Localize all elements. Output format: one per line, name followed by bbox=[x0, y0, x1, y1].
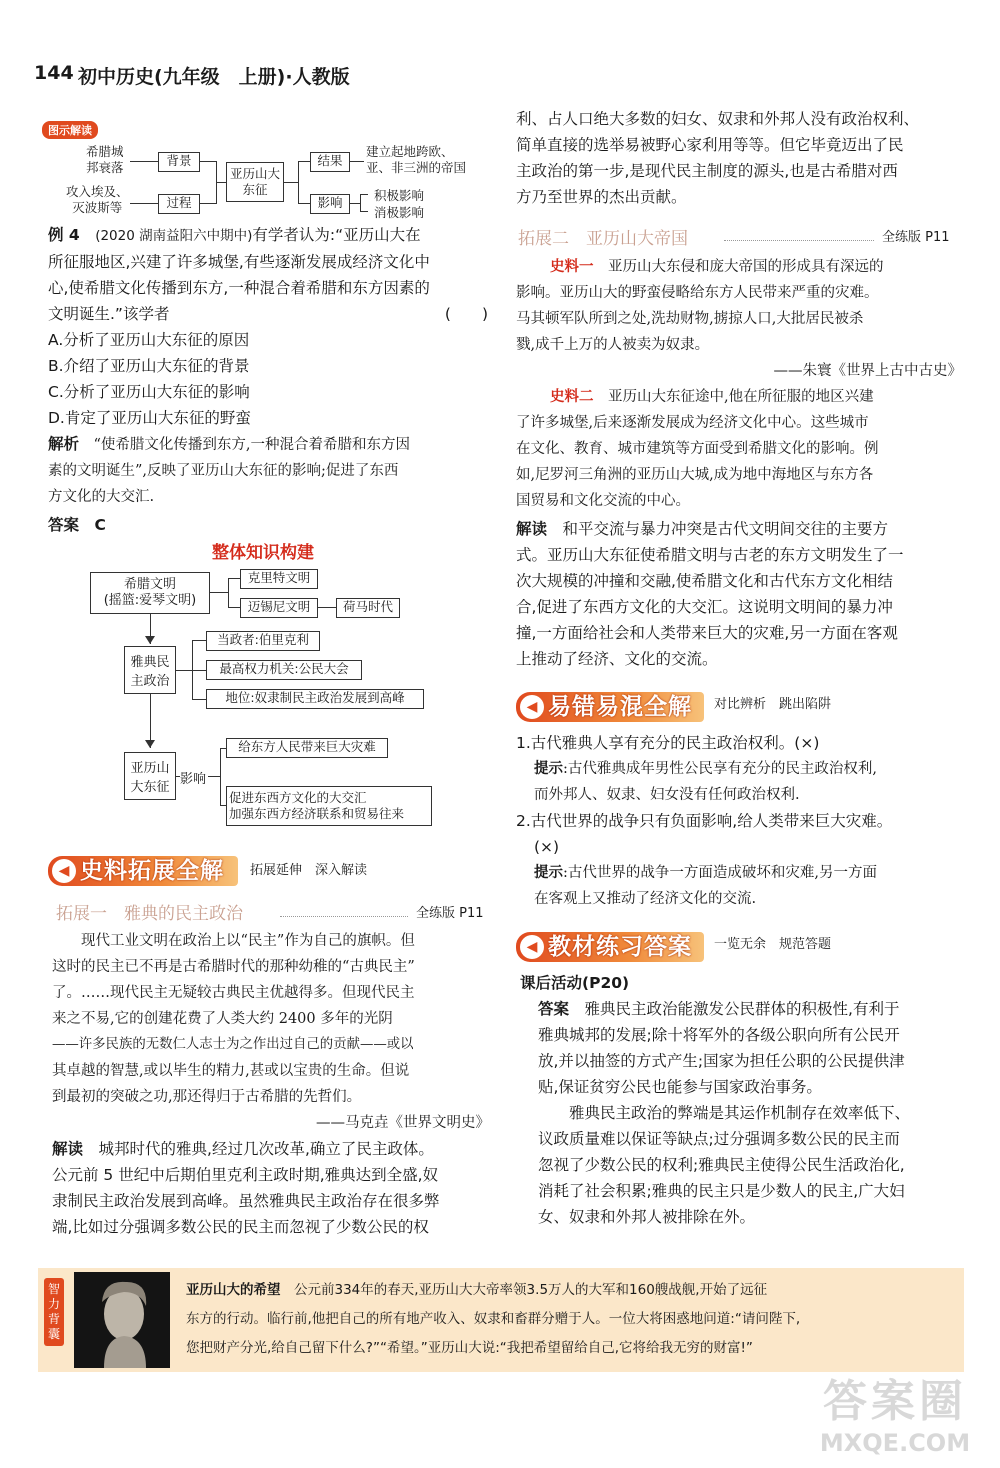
hint-text: 在客观上又推动了经济文化的交流. bbox=[534, 891, 757, 907]
error-item-2-mark: (×) bbox=[534, 838, 560, 856]
example-stem-line: 文明诞生.”该学者 bbox=[48, 305, 170, 323]
node-power: 最高权力机关:公民大会 bbox=[206, 660, 362, 680]
answer-text: 放,并以抽签的方式产生;国家为担任公职的公民提供津 bbox=[538, 1052, 905, 1070]
megaphone-icon: ◀ bbox=[520, 695, 544, 719]
source-line: 亚历山大东征途中,他在所征服的地区兴建 bbox=[608, 389, 874, 405]
read-text: 上推动了经济、文化的交流。 bbox=[516, 650, 718, 668]
ext1-reading bbox=[52, 1136, 492, 1240]
source-line: 在文化、教育、城市建筑等方面受到希腊文化的影响。例 bbox=[516, 441, 879, 457]
diagram-tag: 图示解读 bbox=[42, 121, 98, 139]
example-stem: 有学者认为:“亚历山大在 bbox=[252, 226, 421, 244]
ext2-ref: 全练版 P11 bbox=[882, 230, 950, 245]
errors-list bbox=[516, 730, 962, 912]
source-line: 了许多城堡,后来逐渐发展成为经济文化中心。这些城市 bbox=[516, 415, 869, 431]
diagram-process: 过程 bbox=[158, 194, 200, 214]
continuation-line: 利、占人口绝大多数的妇女、奴隶和外邦人没有政治权利、 bbox=[516, 110, 920, 128]
analysis-text: 素的文明诞生”,反映了亚历山大东征的影响;促进了东西 bbox=[48, 463, 399, 479]
continuation-line: 主政治的第一步,是现代民主制度的源头,也是古希腊对西 bbox=[516, 162, 898, 180]
story-tag: 智力背囊 bbox=[44, 1278, 64, 1346]
hint-text: :古代雅典成年男性公民享有充分的民主政治权利, bbox=[563, 761, 877, 777]
option-a: A.分析了亚历山大东征的原因 bbox=[48, 331, 250, 349]
ext2-source1 bbox=[516, 254, 962, 384]
section-title-sources: 史料拓展全解 bbox=[80, 858, 224, 884]
hint-text: 而外邦人、奴隶、妇女没有任何政治权利. bbox=[534, 787, 800, 803]
textbook-answers bbox=[520, 970, 962, 1230]
structure-title: 整体知识构建 bbox=[212, 543, 314, 563]
ext1-line: 到最初的突破之功,那还得归于古希腊的先哲们。 bbox=[52, 1089, 362, 1105]
continuation-line: 方乃至世界的杰出贡献。 bbox=[516, 188, 687, 206]
example-source: (2020 湖南益阳六中期中) bbox=[95, 228, 253, 244]
watermark bbox=[800, 1376, 990, 1458]
read-text: 撞,一方面给社会和人类带来巨大的灾难,另一方面在客观 bbox=[516, 624, 898, 642]
story-line: 东方的行动。临行前,他把自己的所有地产收入、奴隶和畜群分赠于人。一位大将困惑地问道:“请问陛下, bbox=[186, 1311, 801, 1327]
answer-text: 忽视了少数公民的权利;雅典民主使得公民生活政治化, bbox=[538, 1156, 905, 1174]
megaphone-icon: ◀ bbox=[520, 935, 544, 959]
right-continuation bbox=[516, 106, 962, 210]
answer-text: 议政质量难以保证等缺点;过分强调多数公民的民主而 bbox=[538, 1130, 900, 1148]
ext1-line: 现代工业文明在政治上以“民主”作为自己的旗帜。但 bbox=[52, 933, 415, 949]
read-text: 公元前 5 世纪中后期伯里克利主政时期,雅典达到全盛,奴 bbox=[52, 1166, 439, 1184]
ext1-line: 其卓越的智慧,或以毕生的精力,甚或以宝贵的生命。但说 bbox=[52, 1063, 410, 1079]
continuation-line: 简单直接的选举易被野心家利用等等。但它毕竟迈出了民 bbox=[516, 136, 904, 154]
watermark-main: 答案圈 bbox=[823, 1376, 967, 1427]
story-title: 亚历山大的希望 bbox=[186, 1282, 281, 1298]
example-label: 例 4 bbox=[48, 226, 80, 244]
ext1-title: 拓展一 雅典的民主政治 bbox=[56, 904, 243, 924]
section-title-answers: 教材练习答案 bbox=[548, 934, 692, 960]
example-4 bbox=[48, 222, 488, 538]
diagram-result: 结果 bbox=[310, 152, 350, 172]
diagram-result-text: 建立起地跨欧、 亚、非三洲的帝国 bbox=[366, 144, 467, 175]
ext1-line: 了。……现代民主无疑较古典民主优越得多。但现代民主 bbox=[52, 985, 415, 1001]
node-promote: 促进东西方文化的大交汇 加强东西方经济联系和贸易往来 bbox=[226, 786, 432, 826]
story-line: 您把财产分光,给自己留下什么?”“希望。”亚历山大说:“我把希望留给自己,它将给我无穷的财富!” bbox=[186, 1340, 753, 1356]
ext2-reading bbox=[516, 516, 962, 672]
read-label: 解读 bbox=[516, 520, 548, 538]
source1-label: 史料一 bbox=[550, 258, 594, 275]
option-d: D.肯定了亚历山大东征的野蛮 bbox=[48, 409, 251, 427]
alexander-portrait bbox=[74, 1272, 170, 1368]
activity-title: 课后活动(P20) bbox=[520, 974, 630, 992]
answer-paren: ( ) bbox=[444, 305, 488, 323]
ext1-citation: ——马克垚《世界文明史》 bbox=[316, 1115, 490, 1131]
diagram-negative: 消极影响 bbox=[374, 205, 425, 220]
option-c: C.分析了亚历山大东征的影响 bbox=[48, 383, 250, 401]
analysis-text: “使希腊文化传播到东方,一种混合着希腊和东方因 bbox=[93, 437, 411, 453]
read-text: 和平交流与暴力冲突是古代文明间交往的主要方 bbox=[562, 520, 889, 538]
source2-label: 史料二 bbox=[550, 388, 594, 405]
ext1-line: 这时的民主已不再是古希腊时代的那种幼稚的“古典民主” bbox=[52, 959, 415, 975]
megaphone-icon: ◀ bbox=[52, 859, 76, 883]
watermark-url: MXQE.COM bbox=[819, 1429, 971, 1457]
node-status: 地位:奴隶制民主政治发展到高峰 bbox=[206, 689, 424, 709]
source-line: 如,尼罗河三角洲的亚历山大城,成为地中海地区与东方各 bbox=[516, 467, 874, 483]
read-text: 城邦时代的雅典,经过几次改革,确立了民主政体。 bbox=[98, 1140, 434, 1158]
source-line: 戮,成千上万的人被卖为奴隶。 bbox=[516, 337, 710, 353]
diagram-background: 背景 bbox=[158, 152, 200, 172]
source-line: 马其顿军队所到之处,洗劫财物,掳掠人口,大批居民被杀 bbox=[516, 311, 864, 327]
answer-value: C bbox=[94, 516, 106, 534]
ext2-source2 bbox=[516, 384, 962, 514]
answer-label: 答案 bbox=[538, 1000, 570, 1018]
ext1-body bbox=[52, 928, 490, 1136]
hint-label: 提示 bbox=[534, 761, 563, 777]
read-text: 端,比如过分强调多数公民的民主而忽视了少数公民的权 bbox=[52, 1218, 429, 1236]
read-text: 隶制民主政治发展到高峰。虽然雅典民主政治存在很多弊 bbox=[52, 1192, 440, 1210]
node-influence: 影响 bbox=[180, 772, 207, 787]
read-text: 次大规模的冲撞和交融,使希腊文化和古代东方文化相结 bbox=[516, 572, 893, 590]
node-greek: 希腊文明 (摇篮:爱琴文明) bbox=[90, 572, 210, 614]
read-label: 解读 bbox=[52, 1140, 84, 1158]
diagram-center: 亚历山大 东征 bbox=[226, 162, 284, 202]
diagram-cause-decline: 希腊城 邦衰落 bbox=[86, 144, 124, 175]
analysis-text: 方文化的大交汇. bbox=[48, 489, 155, 505]
node-alexander: 亚历山 大东征 bbox=[124, 752, 176, 800]
read-text: 式。亚历山大东征使希腊文明与古老的东方文明发生了一 bbox=[516, 546, 904, 564]
answer-text: 消耗了社会积累;雅典的民主只是少数人的民主,广大妇 bbox=[538, 1182, 905, 1200]
ext2-title: 拓展二 亚历山大帝国 bbox=[518, 229, 688, 249]
ext1-line: ——许多民族的无数仁人志士为之作出过自己的贡献——或以 bbox=[52, 1037, 414, 1052]
answer-label: 答案 bbox=[48, 516, 80, 534]
node-mycenae: 迈锡尼文明 bbox=[240, 598, 318, 618]
hint-text: :古代世界的战争一方面造成破坏和灾难,另一方面 bbox=[563, 865, 877, 881]
example-stem-line: 所征服地区,兴建了许多城堡,有些逐渐发展成经济文化中 bbox=[48, 253, 430, 271]
analysis-label: 解析 bbox=[48, 435, 80, 453]
story-box bbox=[38, 1268, 964, 1372]
error-item-1: 1.古代雅典人享有充分的民主政治权利。(×) bbox=[516, 734, 820, 752]
section-subtitle-answers: 一览无余 规范答题 bbox=[714, 937, 832, 952]
node-crete: 克里特文明 bbox=[240, 569, 318, 589]
source-line: 亚历山大东侵和庞大帝国的形成具有深远的 bbox=[608, 259, 884, 275]
page-number: 144 bbox=[34, 62, 74, 84]
answer-text: 雅典民主政治能激发公民群体的积极性,有利于 bbox=[584, 1000, 900, 1018]
answer-text: 贴,保证贫穷公民也能参与国家政治事务。 bbox=[538, 1078, 822, 1096]
diagram-influence: 影响 bbox=[310, 194, 350, 214]
ext1-line: 来之不易,它的创建花费了人类大约 2400 多年的光阴 bbox=[52, 1011, 393, 1027]
source-line: 影响。亚历山大的野蛮侵略给东方人民带来严重的灾难。 bbox=[516, 285, 879, 301]
example-stem-line: 心,使希腊文化传播到东方,一种混合着希腊和东方因素的 bbox=[48, 279, 430, 297]
hint-label: 提示 bbox=[534, 865, 563, 881]
ext1-ref: 全练版 P11 bbox=[416, 906, 484, 921]
answer-text: 雅典民主政治的弊端是其运作机制存在效率低下、 bbox=[538, 1104, 911, 1122]
section-title-errors: 易错易混全解 bbox=[548, 694, 692, 720]
diagram-cause-conquest: 攻入埃及、 灭波斯等 bbox=[66, 184, 129, 215]
bust-icon bbox=[74, 1272, 170, 1368]
diagram-positive: 积极影响 bbox=[374, 188, 425, 203]
option-b: B.介绍了亚历山大东征的背景 bbox=[48, 357, 250, 375]
node-disaster: 给东方人民带来巨大灾难 bbox=[226, 738, 388, 758]
node-athens: 雅典民 主政治 bbox=[124, 646, 176, 694]
answer-text: 雅典城邦的发展;除十将军外的各级公职向所有公民开 bbox=[538, 1026, 900, 1044]
section-subtitle-errors: 对比辨析 跳出陷阱 bbox=[714, 697, 832, 712]
node-ruler: 当政者:伯里克利 bbox=[206, 631, 320, 651]
error-item-2: 2.古代世界的战争只有负面影响,给人类带来巨大灾难。 bbox=[516, 812, 893, 830]
read-text: 合,促进了东西方文化的大交汇。这说明文明间的暴力冲 bbox=[516, 598, 893, 616]
source-line: 国贸易和文化交流的中心。 bbox=[516, 493, 690, 509]
story-line: 公元前334年的春天,亚历山大大帝率领3.5万人的大军和160艘战舰,开始了远征 bbox=[294, 1282, 768, 1298]
section-subtitle-sources: 拓展延伸 深入解读 bbox=[250, 863, 368, 878]
page-header-title: 初中历史(九年级 上册)·人教版 bbox=[78, 66, 350, 88]
source1-citation: ——朱寰《世界上古中古史》 bbox=[773, 363, 962, 379]
answer-text: 女、奴隶和外邦人被排除在外。 bbox=[538, 1208, 756, 1226]
node-homer: 荷马时代 bbox=[336, 598, 400, 618]
